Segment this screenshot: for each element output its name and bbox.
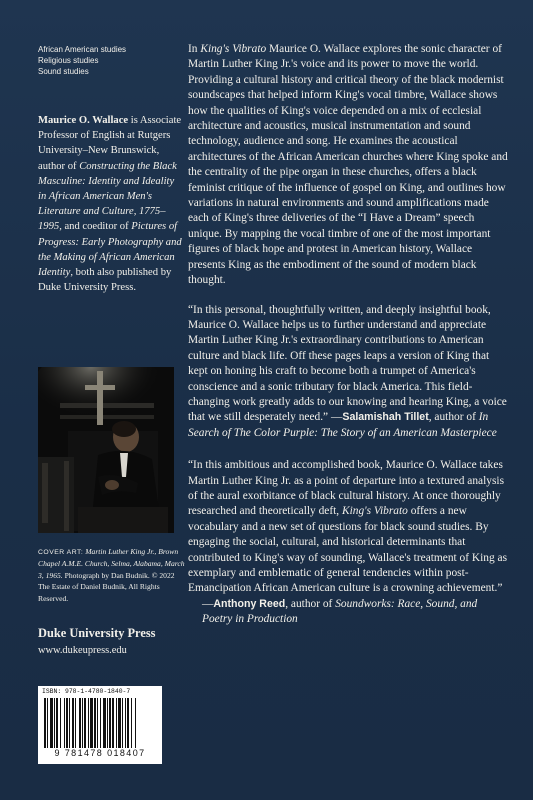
- endorser-attribution: [188, 597, 508, 628]
- barcode-bar: [54, 698, 55, 748]
- barcode-bar: [44, 698, 46, 748]
- book-title: King's Vibrato: [200, 43, 267, 55]
- bio-text: is Associate Professor of English at Rutgers University–New Brunswick, author of: [38, 115, 182, 172]
- barcode-bar: [118, 698, 121, 748]
- publisher-url: www.dukeupress.edu: [38, 645, 127, 656]
- barcode-bar: [75, 698, 76, 748]
- cover-art-credit: [38, 546, 186, 604]
- quote-dash: —: [328, 411, 343, 424]
- barcode-bar: [64, 698, 65, 748]
- endorser-name: Salamishah Tillet: [342, 411, 429, 424]
- description-text: Maurice O. Wallace explores the sonic character of Martin Luther King Jr.'s voice and its power to move the world. Providing a cultural history and critical theory of the black modernist soundscapes that helped inform King's vocal timbre, Wallace shows how the qualities of King's voice depended on a mix of ecclesial architecture and acoustics, musical instrumentation and sound technology, audience and song. He examines the acoustical architectures of the African American churches where King spoke and the centrality of the pipe organ in these churches, offers a black feminist critique of the influence of gospel on King, and outlines how variations in natural environments and sound amplifications made each of King's three deliveries of the “I Have a Dream” speech unique. By mapping the vocal timbre of one of the most important figures of black hope and protest in American history, Wallace presents King as the embodiment of the sound of modern black thought.: [188, 43, 508, 287]
- endorser-role: , author of: [285, 597, 336, 610]
- endorser-book: In Search of The Color Purple: The Story of an American Masterpiece: [188, 411, 497, 439]
- barcode-bar: [88, 698, 89, 748]
- barcode-bar: [72, 698, 74, 748]
- quote-text: “In this ambitious and accomplished book, Maurice O. Wallace takes Martin Luther King Jr. as a point of departure into a textured analysis of the aural exorbitance of black cultural history. At once thoroughly researched and theoretically deft,: [188, 459, 505, 518]
- barcode-bars: [42, 698, 158, 748]
- barcode-bar: [79, 698, 81, 748]
- barcode-bar: [82, 698, 83, 748]
- endorser-role: , author of: [428, 411, 479, 424]
- barcode-bar: [97, 698, 98, 748]
- credit-label: COVER ART:: [38, 549, 84, 556]
- right-column: [188, 42, 508, 628]
- bio-book-title: Constructing the Black Masculine: Identity and Ideality in African American Men's Literature and Culture, 1775–1995: [38, 160, 177, 233]
- barcode-bar: [94, 698, 96, 748]
- barcode-bar: [69, 698, 70, 748]
- subject-item: African American studies: [38, 45, 127, 54]
- barcode-bar: [112, 698, 114, 748]
- subject-item: Sound studies: [38, 67, 89, 76]
- barcode-bar: [56, 698, 58, 748]
- barcode-bar: [107, 698, 108, 748]
- credit-title: Martin Luther King Jr., Brown Chapel A.M.E. Church, Selma, Alabama, March 3, 1965.: [38, 547, 185, 580]
- barcode-bar: [109, 698, 111, 748]
- description-text: In: [188, 43, 201, 55]
- subject-item: Religious studies: [38, 56, 99, 65]
- barcode-bar: [135, 698, 136, 748]
- left-column: [38, 44, 182, 295]
- bio-text: , and coeditor of: [59, 221, 132, 233]
- isbn-label: ISBN: 978-1-4780-1840-7: [42, 688, 131, 695]
- barcode-digits: 9 781478 018407: [54, 748, 146, 758]
- credit-text: Photograph by Dan Budnik. © 2022 The Estate of Daniel Budnik, All Rights Reserved.: [38, 570, 175, 603]
- bio-book-title: Pictures of Progress: Early Photography and the Making of African American Identity: [38, 221, 182, 279]
- cover-photo: [38, 367, 174, 533]
- subject-categories: [38, 44, 178, 77]
- barcode-bar: [116, 698, 117, 748]
- quote-text: offers a new vocabulary and a new set of questions for black sound studies. By engaging the social, cultural, and historical determinants that contributed to King's way of sounding, Wallace's treatment of King as exemplary and emblematic of general tendencies within post-Emancipation African American culture is a crowning achievement.”: [188, 505, 507, 595]
- barcode-bar: [50, 698, 53, 748]
- barcode-bar: [122, 698, 123, 748]
- barcode-bar: [127, 698, 129, 748]
- barcode-bar: [84, 698, 86, 748]
- barcode-bar: [103, 698, 106, 748]
- bio-text: , both also published by Duke University Press.: [38, 267, 172, 294]
- barcode-bar: [90, 698, 93, 748]
- endorser-book: Soundworks: Race, Sound, and Poetry in Production: [202, 597, 478, 626]
- king-photo-illustration: [38, 367, 174, 533]
- quote-dash: —: [202, 597, 214, 610]
- barcode-bar: [100, 698, 101, 748]
- endorsement-quote: [188, 458, 508, 597]
- quote-text: “In this personal, thoughtfully written, and deeply insightful book, Maurice O. Wallace helps us to further understand and appreciate Martin Luther King Jr.'s extraordinary contributions to American culture and black life. Off these pages leaps a version of King that kept on honing his craft to become both a trumpet of America's conscience and a sonic tributary for black America. This field-changing work greatly adds to our knowing and hearing King, a voice that we still desperately need.”: [188, 303, 507, 424]
- barcode-bar: [60, 698, 61, 748]
- author-name: Maurice O. Wallace: [38, 115, 129, 126]
- endorser-name: Anthony Reed: [213, 597, 286, 610]
- barcode-bar: [125, 698, 126, 748]
- barcode-bar: [66, 698, 68, 748]
- endorsement-quote: [188, 303, 508, 442]
- publisher-name: Duke University Press: [38, 626, 156, 640]
- author-bio: [38, 113, 184, 295]
- book-description: [188, 42, 508, 289]
- book-title: King's Vibrato: [342, 505, 408, 518]
- barcode-bar: [131, 698, 132, 748]
- barcode-bar: [47, 698, 48, 748]
- barcode: [38, 686, 162, 764]
